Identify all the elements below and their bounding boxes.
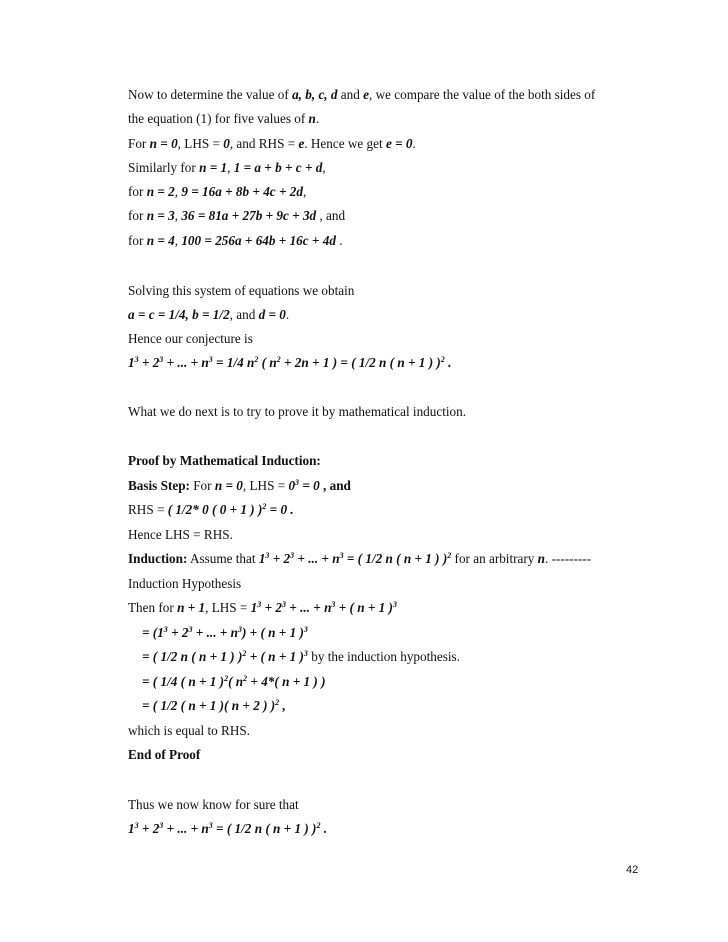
conjecture-formula: $1^3 + 2^3$ + ... + $n^3 = 1/4$ $n^2$ ( $n^2 + 2n + 1$ ) = ( 1/2 n ( n + 1 ) )$^2$ . [128, 355, 452, 370]
intro-line-1: Now to determine the value of a, b, c, d and e, we compare the value of the both sides of [128, 87, 596, 102]
hence-line: Hence LHS = RHS. [128, 527, 233, 542]
intro-line-2: the equation (1) for five values of n. [128, 111, 320, 126]
proof-heading: Proof by Mathematical Induction: [128, 453, 321, 468]
solve-line-3: Hence our conjecture is [128, 331, 253, 346]
induction-line: Induction: Assume that $1^3 + 2^3$ + ... + $n^3$ = ( 1/2 n ( n + 1 ) )$^2$ for an arbitrary n. --------- [128, 551, 592, 566]
intro-line-3: For n = 0, LHS = 0, and RHS = e. Hence we get e = 0. [128, 136, 416, 151]
basis-step-line: Basis Step: For n = 0, LHS = $0^3 = 0$ , and [128, 478, 351, 493]
next-step-text: What we do next is to try to prove it by mathematical induction. [128, 404, 467, 419]
rhs-line: RHS = ( 1/2* 0 ( 0 + 1 ) )$^2$ = 0 . [128, 502, 294, 517]
page-number: 42 [626, 864, 639, 876]
intro-line-6: for n = 3, 36 = 81a + 27b + 9c + 3d , and [128, 208, 346, 223]
proof-step-3: = ( 1/4 ( n + 1 )$^2$( $n^2 + 4*$( n + 1 ) ) [142, 674, 326, 689]
intro-line-7: for n = 4, 100 = 256a + 64b + 16c + 4d . [128, 233, 343, 248]
proof-step-2: = ( 1/2 n ( n + 1 ) )$^2$ + ( n + 1 )$^3$ by the induction hypothesis. [142, 649, 460, 664]
proof-step-4: = ( 1/2 ( n + 1 )( n + 2 ) )$^2$ , [142, 698, 286, 713]
equal-rhs-line: which is equal to RHS. [128, 723, 250, 738]
intro-line-5: for n = 2, 9 = 16a + 8b + 4c + 2d, [128, 184, 307, 199]
proof-step-1: = ($1^3 + 2^3$ + ... + $n^3$) + ( n + 1 )$^3$ [142, 625, 308, 640]
intro-line-4: Similarly for n = 1, 1 = a + b + c + d, [128, 160, 326, 175]
induction-hypothesis-label: Induction Hypothesis [128, 576, 242, 591]
conclusion-line-1: Thus we now know for sure that [128, 797, 299, 812]
solve-line-2: a = c = 1/4, b = 1/2, and d = 0. [128, 307, 290, 322]
solve-line-1: Solving this system of equations we obtain [128, 283, 355, 298]
conclusion-formula: $1^3 + 2^3$ + ... + $n^3$ = ( 1/2 n ( n + 1 ) )$^2$ . [128, 821, 328, 836]
then-line: Then for n + 1, LHS = $1^3 + 2^3$ + ... + $n^3$ + ( n + 1 )$^3$ [128, 600, 397, 615]
end-of-proof: End of Proof [128, 747, 201, 762]
